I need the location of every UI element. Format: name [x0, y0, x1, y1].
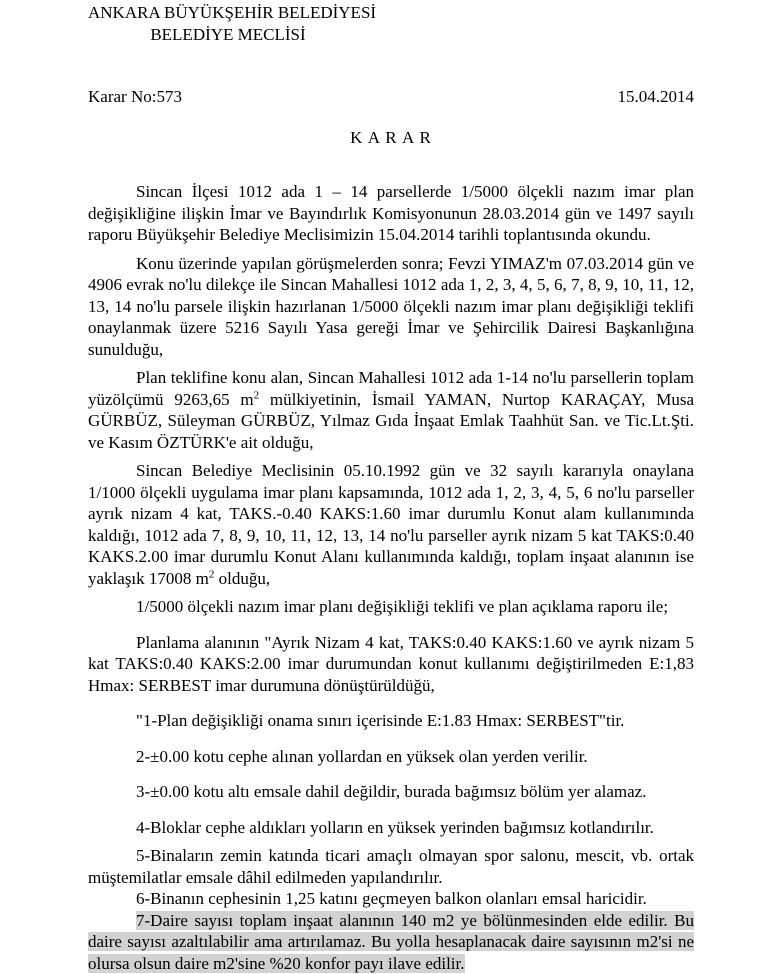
- paragraph: [88, 632, 694, 697]
- paragraph: [88, 460, 694, 589]
- paragraph: [88, 845, 694, 888]
- paragraph: [88, 367, 694, 453]
- paragraph: [88, 710, 694, 732]
- decision-date: 15.04.2014: [618, 86, 695, 108]
- paragraph-text: Sincan İlçesi 1012 ada 1 – 14 parsellerde 1/5000 ölçekli nazım imar plan değişikliğine ilişkin İmar ve Bayındırlık Komisyonunun 28.03.2014 gün ve 1497 sayılı raporu Büyükşehir Belediye Meclisimizin 15.04.2014 tarihli toplantısında okundu.: [88, 182, 694, 244]
- document-body: [88, 181, 694, 974]
- paragraph-text: 1/5000 ölçekli nazım imar planı değişikliği teklifi ve plan açıklama raporu ile;: [136, 597, 668, 616]
- paragraph-text: 4-Bloklar cephe aldıkları yolların en yüksek yerinden bağımsız kotlandırılır.: [136, 818, 654, 837]
- org-name-line-1: ANKARA BÜYÜKŞEHİR BELEDİYESİ: [88, 2, 368, 24]
- paragraph-text: Plan teklifine konu alan, Sincan Mahallesi 1012 ada 1-14 no'lu parsellerin toplam yüzölçümü 9263,65 m: [88, 368, 694, 409]
- paragraph: [88, 253, 694, 361]
- org-name-line-2: BELEDİYE MECLİSİ: [88, 24, 368, 46]
- paragraph: [88, 781, 694, 803]
- paragraph: [88, 817, 694, 839]
- highlighted-text: 7-Daire sayısı toplam inşaat alanının 140 m2 ye bölünmesinden elde edilir. Bu daire sayısı azaltılabilir ama artırılamaz. Bu yolla hesaplanacak daire sayısının m2'si ne olursa olsun daire m2'sine %20 konfor payı ilave edilir.: [88, 911, 694, 973]
- paragraph-text: 5-Binaların zemin katında ticari amaçlı olmayan spor salonu, mescit, vb. ortak müştemilatlar emsale dâhil edilmeden yapılandırılır.: [88, 846, 694, 887]
- paragraph: [88, 596, 694, 618]
- paragraph: [88, 888, 694, 910]
- superscript-text: 2: [254, 389, 260, 401]
- decision-number: Karar No:573: [88, 86, 182, 108]
- paragraph: [88, 910, 694, 974]
- paragraph: [88, 746, 694, 768]
- paragraph: [88, 181, 694, 246]
- paragraph-text: Planlama alanının "Ayrık Nizam 4 kat, TAKS:0.40 KAKS:1.60 ve ayrık nizam 5 kat TAKS:0.40 KAKS:2.00 imar durumundan konut kullanımı değiştirilmeden E:1,83 Hmax: SERBEST imar durumuna dönüştürüldüğü,: [88, 633, 694, 695]
- paragraph-text: Konu üzerinde yapılan görüşmelerden sonra; Fevzi YIMAZ'm 07.03.2014 gün ve 4906 evrak no'lu dilekçe ile Sincan Mahallesi 1012 ada 1, 2, 3, 4, 5, 6, 7, 8, 9, 10, 11, 12, 13, 14 no'lu parsele ilişkin hazırlanan 1/5000 ölçekli nazım imar planı değişikliği teklifi onaylanmak üzere 5216 Sayılı Yasa gereği İmar ve Şehircilik Dairesi Başkanlığına sunulduğu,: [88, 254, 694, 359]
- decision-title: K A R A R: [88, 127, 694, 149]
- paragraph-text: "1-Plan değişikliği onama sınırı içerisinde E:1.83 Hmax: SERBEST"tir.: [136, 711, 624, 730]
- paragraph-text: mülkiyetinin, İsmail YAMAN, Nurtop KARAÇAY, Musa GÜRBÜZ, Süleyman GÜRBÜZ, Yılmaz Gıda İnşaat Emlak Taahhüt San. ve Tic.Lt.Şti. ve Kasım ÖZTÜRK'e ait olduğu,: [88, 390, 694, 452]
- paragraph-text: 6-Binanın cephesinin 1,25 katını geçmeyen balkon olanları emsal haricidir.: [136, 889, 647, 908]
- paragraph-text: Sincan Belediye Meclisinin 05.10.1992 gün ve 32 sayılı kararıyla onaylana 1/1000 ölçekli uygulama imar planı kapsamında, 1012 ada 1, 2, 3, 4, 5, 6 no'lu parseller ayrık nizam 4 kat, TAKS.-0.40 KAKS:1.60 imar durumlu Konut alam kullanımında kaldığı, 1012 ada 7, 8, 9, 10, 11, 12, 13, 14 no'lu parseller ayrık nizam 5 kat TAKS:0.40 KAKS.2.00 imar durumlu Konut Alanı kullanımında kaldığı, toplam inşaat alanının ise yaklaşık 17008 m: [88, 461, 694, 588]
- paragraph-text: 2-±0.00 kotu cephe alınan yollardan en yüksek olan yerden verilir.: [136, 747, 588, 766]
- decision-meta-row: [88, 86, 694, 108]
- superscript-text: 2: [209, 568, 215, 580]
- organization-header: [88, 2, 368, 45]
- paragraph-text: olduğu,: [214, 569, 270, 588]
- paragraph-text: 3-±0.00 kotu altı emsale dahil değildir, burada bağımsız bölüm yer alamaz.: [136, 782, 646, 801]
